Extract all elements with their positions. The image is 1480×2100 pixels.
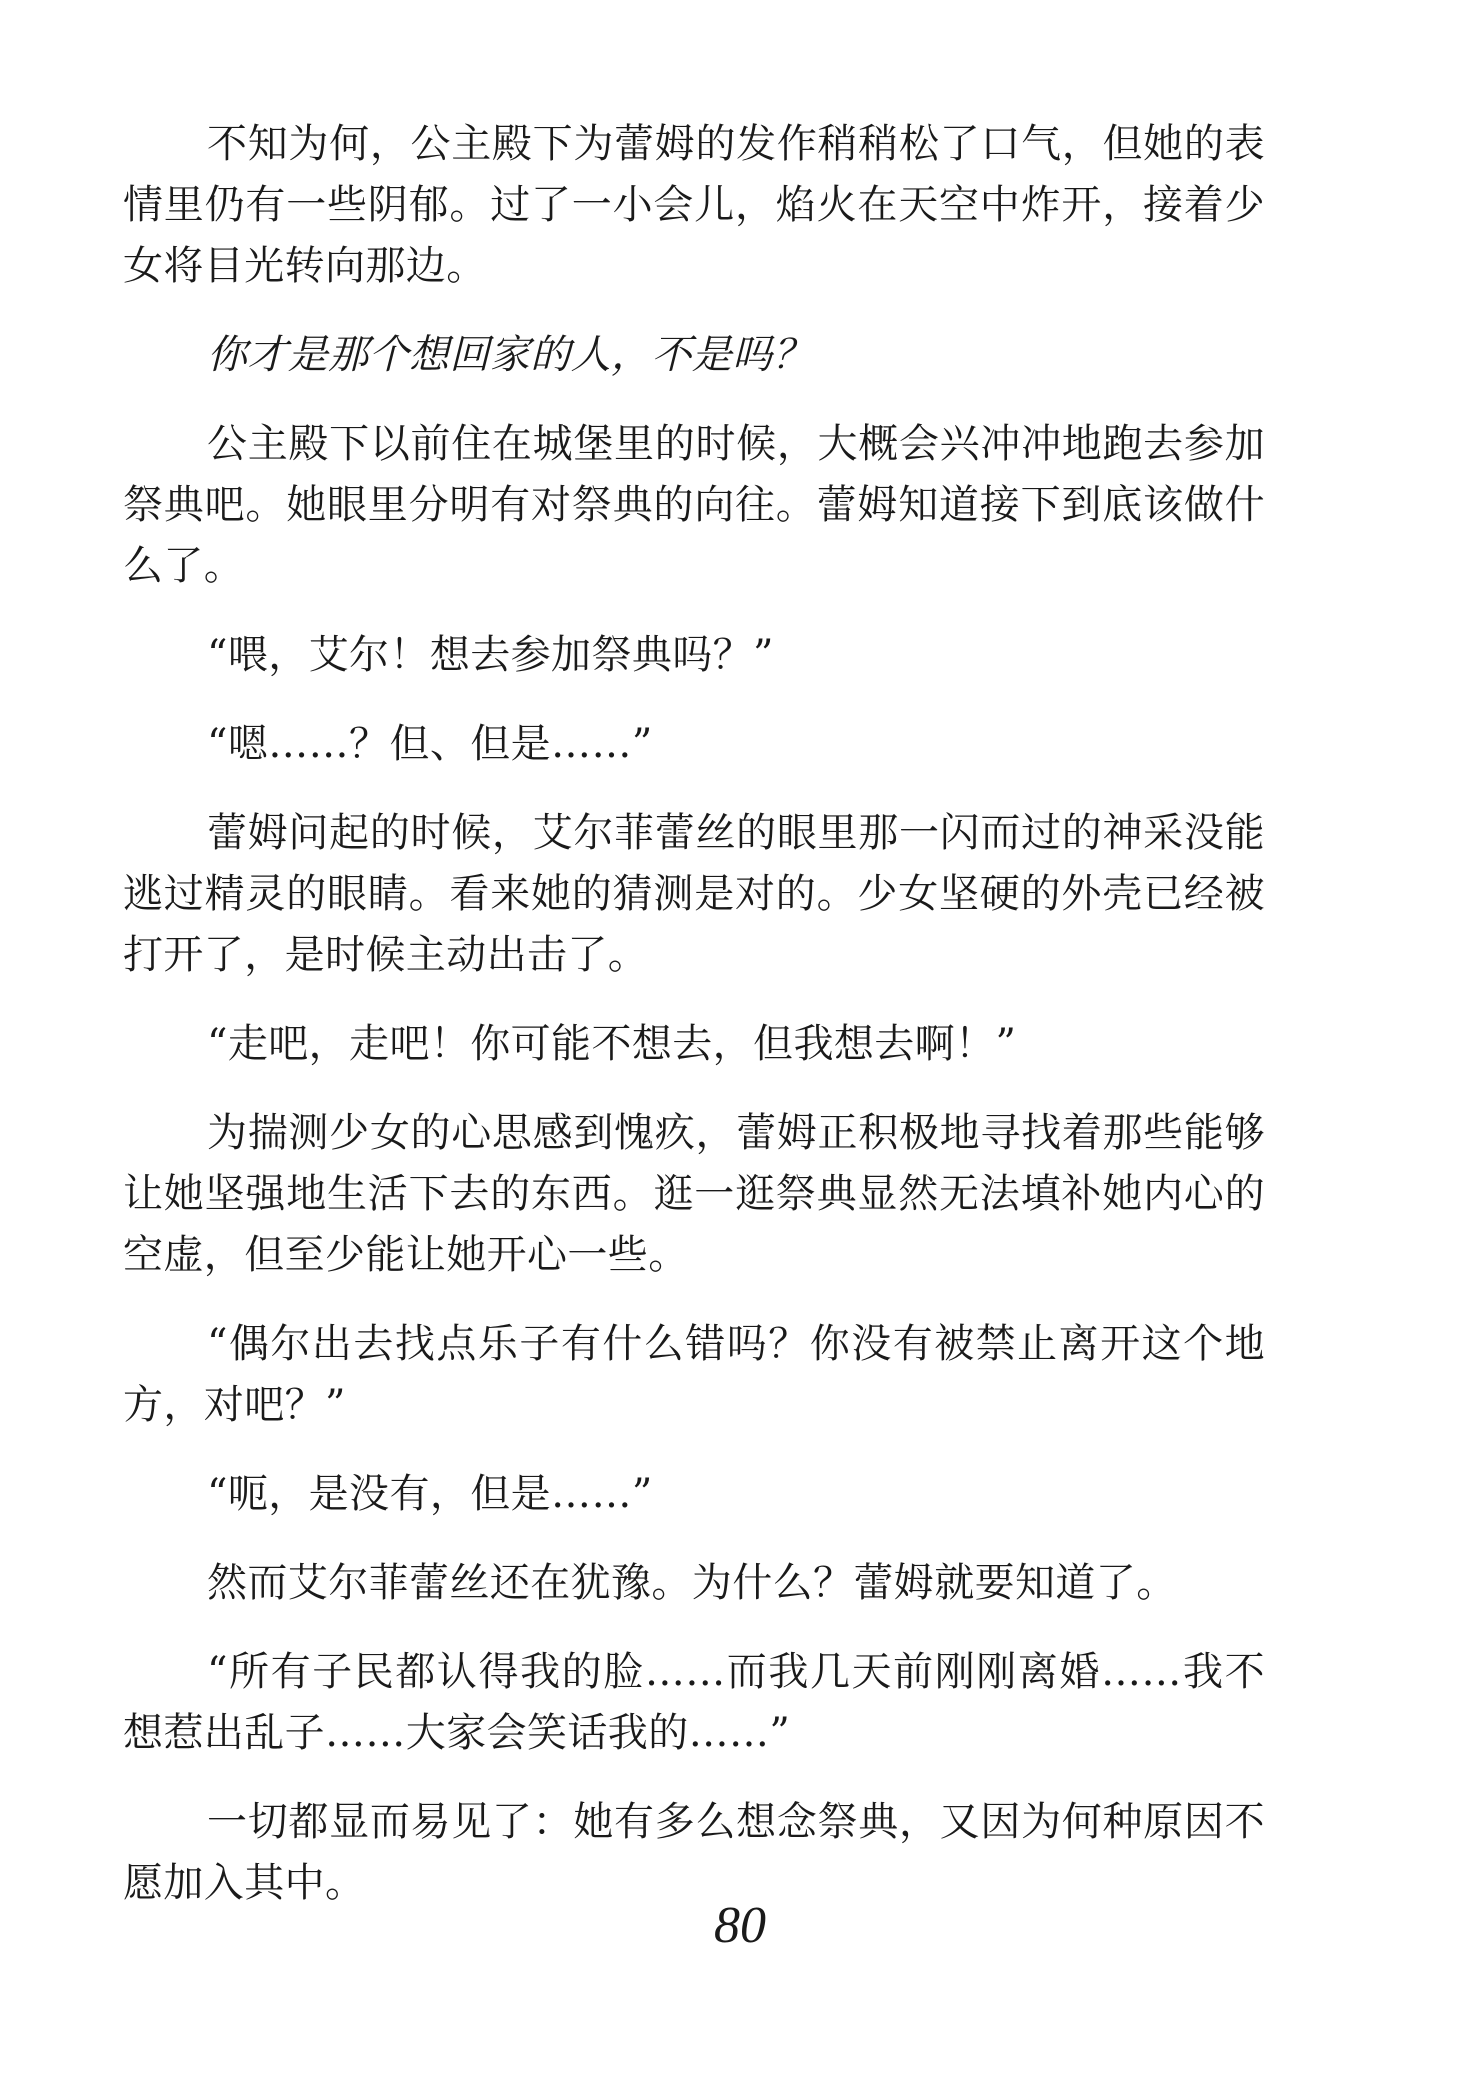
paragraph-7-dialogue: “走吧，走吧！你可能不想去，但我想去啊！”	[207, 1021, 1017, 1067]
paragraph-1: 不知为何，公主殿下为蕾姆的发作稍稍松了口气，但她的表情里仍有一些阴郁。过了一小会儿，焰火在天空中炸开，接着少女将目光转向那边。	[123, 121, 1265, 289]
paragraph-11: 然而艾尔菲蕾丝还在犹豫。为什么？蕾姆就要知道了。	[207, 1560, 1177, 1606]
paragraph-10-dialogue: “呃，是没有，但是……”	[207, 1471, 653, 1517]
paragraph-6: 蕾姆问起的时候，艾尔菲蕾丝的眼里那一闪而过的神采没能逃过精灵的眼睛。看来她的猜测是对的。少女坚硬的外壳已经被打开了，是时候主动出击了。	[123, 810, 1265, 978]
paragraph-2-italic-thought: 你才是那个想回家的人，不是吗？	[207, 332, 813, 378]
page-body	[123, 114, 1265, 1942]
page-number: 80	[714, 1897, 766, 1954]
paragraph-5-dialogue: “嗯……？但、但是……”	[207, 721, 653, 767]
paragraph-9-dialogue: “偶尔出去找点乐子有什么错吗？你没有被禁止离开这个地方，对吧？”	[123, 1321, 1265, 1428]
paragraph-13: 一切都显而易见了：她有多么想念祭典，又因为何种原因不愿加入其中。	[123, 1799, 1265, 1906]
paragraph-4-dialogue: “喂，艾尔！想去参加祭典吗？”	[207, 632, 774, 678]
paragraph-3: 公主殿下以前住在城堡里的时候，大概会兴冲冲地跑去参加祭典吧。她眼里分明有对祭典的向往。蕾姆知道接下到底该做什么了。	[123, 421, 1265, 589]
paragraph-8: 为揣测少女的心思感到愧疚，蕾姆正积极地寻找着那些能够让她坚强地生活下去的东西。逛一逛祭典显然无法填补她内心的空虚，但至少能让她开心一些。	[123, 1110, 1265, 1278]
paragraph-12-dialogue: “所有子民都认得我的脸……而我几天前刚刚离婚……我不想惹出乱子……大家会笑话我的……”	[123, 1649, 1265, 1756]
